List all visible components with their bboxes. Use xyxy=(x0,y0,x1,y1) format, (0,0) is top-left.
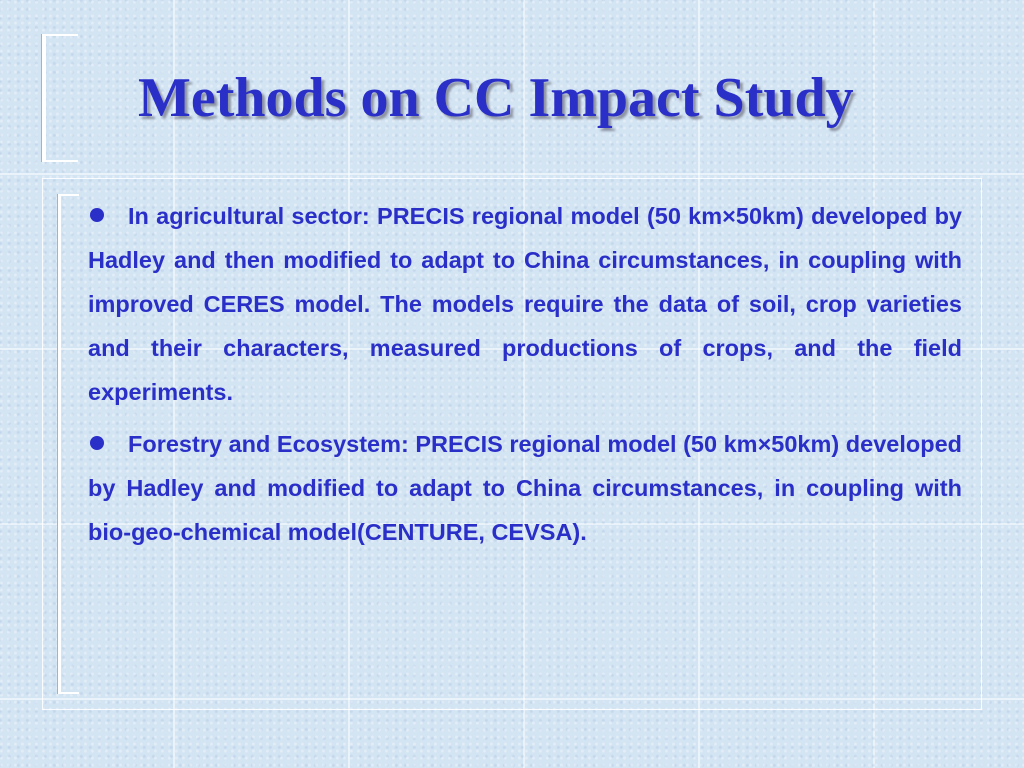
bullet-dot-icon xyxy=(90,208,104,222)
title-bracket-decoration xyxy=(42,34,78,162)
bullet-text-forestry: Forestry and Ecosystem: PRECIS regional model (50 km×50km) developed by Hadley and modified to adapt to China circumstances, in coupling with bio-geo-chemical model(CENTURE, CEVSA). xyxy=(88,431,962,545)
slide-title: Methods on CC Impact Study xyxy=(138,67,854,129)
bullet-item-agriculture xyxy=(88,194,962,414)
bullet-text-agriculture: In agricultural sector: PRECIS regional model (50 km×50km) developed by Hadley and then modified to adapt to China circumstances, in coupling with improved CERES model. The models require the data of soil, crop varieties and their characters, measured productions of crops, and the field experiments. xyxy=(88,203,962,405)
bullet-dot-icon xyxy=(90,436,104,450)
bullet-list xyxy=(88,194,962,562)
bullet-item-forestry xyxy=(88,422,962,554)
content-bracket-decoration xyxy=(58,194,79,694)
